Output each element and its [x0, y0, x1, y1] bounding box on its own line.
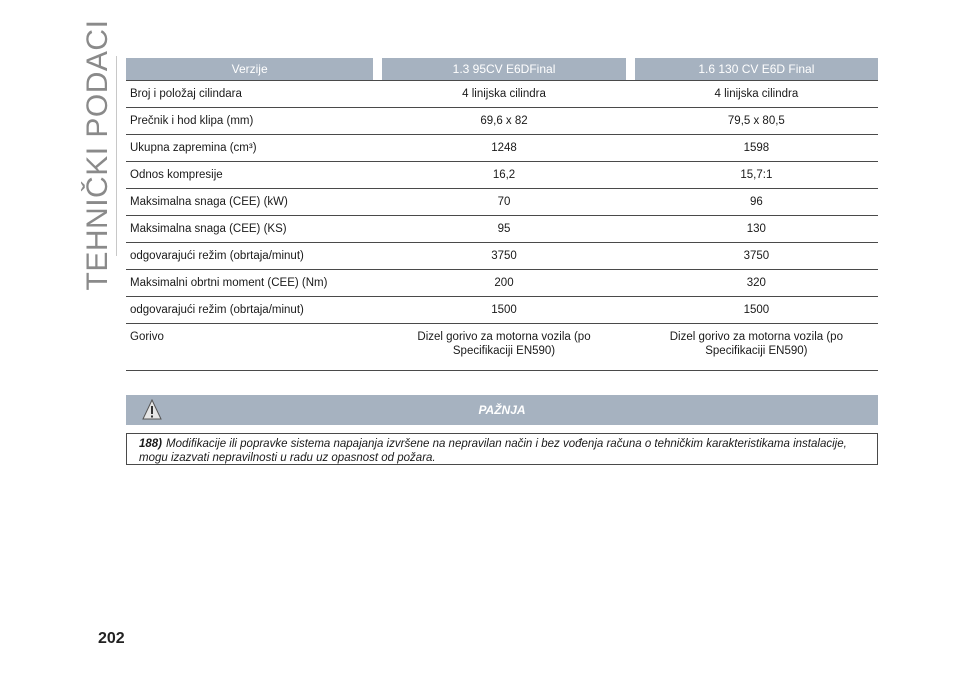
- warning-box: [126, 433, 878, 465]
- spec-value-version-1: 1500: [382, 297, 625, 324]
- spec-value-version-1: 95: [382, 216, 625, 243]
- table-row: [126, 270, 878, 297]
- spec-value-version-1: 1248: [382, 135, 625, 162]
- spec-value-version-1: 16,2: [382, 162, 625, 189]
- spec-value-version-2: 79,5 x 80,5: [635, 108, 878, 135]
- table-body: [126, 80, 878, 371]
- spec-label: odgovarajući režim (obrtaja/minut): [126, 243, 373, 270]
- spec-label: odgovarajući režim (obrtaja/minut): [126, 297, 373, 324]
- section-title-text: TEHNIČKI PODACI: [81, 19, 114, 291]
- spec-label: Broj i položaj cilindara: [126, 80, 373, 108]
- spec-value-version-1: Dizel gorivo za motorna vozila (po Specifikaciji EN590): [382, 324, 625, 371]
- column-header-version-1: 1.3 95CV E6DFinal: [382, 58, 625, 80]
- table-row: [126, 189, 878, 216]
- table-row: [126, 324, 878, 371]
- spec-value-version-1: 200: [382, 270, 625, 297]
- table-row: [126, 135, 878, 162]
- table-row: [126, 243, 878, 270]
- section-divider: [116, 56, 117, 256]
- warning-header: [126, 395, 878, 425]
- table-row: [126, 108, 878, 135]
- spec-value-version-1: 3750: [382, 243, 625, 270]
- spec-label: Maksimalni obrtni moment (CEE) (Nm): [126, 270, 373, 297]
- warning-number: 188): [139, 438, 163, 450]
- spec-value-version-2: 1598: [635, 135, 878, 162]
- table-header-row: [126, 58, 878, 80]
- table-row: [126, 80, 878, 108]
- warning-text: Modifikacije ili popravke sistema napajanja izvršene na nepravilan način i bez vođenja računa o tehničkim karakteristikama instalacije, mogu izazvati nepravilnosti u radu uz opasnost od požara.: [139, 438, 847, 464]
- spec-value-version-2: 130: [635, 216, 878, 243]
- page-number: 202: [98, 630, 125, 647]
- spec-label: Prečnik i hod klipa (mm): [126, 108, 373, 135]
- spec-label: Maksimalna snaga (CEE) (KS): [126, 216, 373, 243]
- spec-value-version-1: 4 linijska cilindra: [382, 80, 625, 108]
- spec-value-version-2: 4 linijska cilindra: [635, 80, 878, 108]
- column-header-versions: Verzije: [126, 58, 373, 80]
- section-title: [80, 19, 116, 291]
- spec-label: Maksimalna snaga (CEE) (kW): [126, 189, 373, 216]
- spec-label: Gorivo: [126, 324, 373, 371]
- spec-value-version-2: 320: [635, 270, 878, 297]
- warning-title: PAŽNJA: [478, 403, 526, 417]
- spec-value-version-2: 96: [635, 189, 878, 216]
- spec-label: Ukupna zapremina (cm³): [126, 135, 373, 162]
- engine-spec-table: [126, 58, 878, 371]
- table-row: [126, 216, 878, 243]
- spec-value-version-2: 15,7:1: [635, 162, 878, 189]
- spec-value-version-1: 70: [382, 189, 625, 216]
- spec-label: Odnos kompresije: [126, 162, 373, 189]
- spec-value-version-2: 3750: [635, 243, 878, 270]
- column-header-version-2: 1.6 130 CV E6D Final: [635, 58, 878, 80]
- spec-value-version-2: Dizel gorivo za motorna vozila (po Specifikaciji EN590): [635, 324, 878, 371]
- table-row: [126, 162, 878, 189]
- spec-value-version-1: 69,6 x 82: [382, 108, 625, 135]
- spec-value-version-2: 1500: [635, 297, 878, 324]
- table-row: [126, 297, 878, 324]
